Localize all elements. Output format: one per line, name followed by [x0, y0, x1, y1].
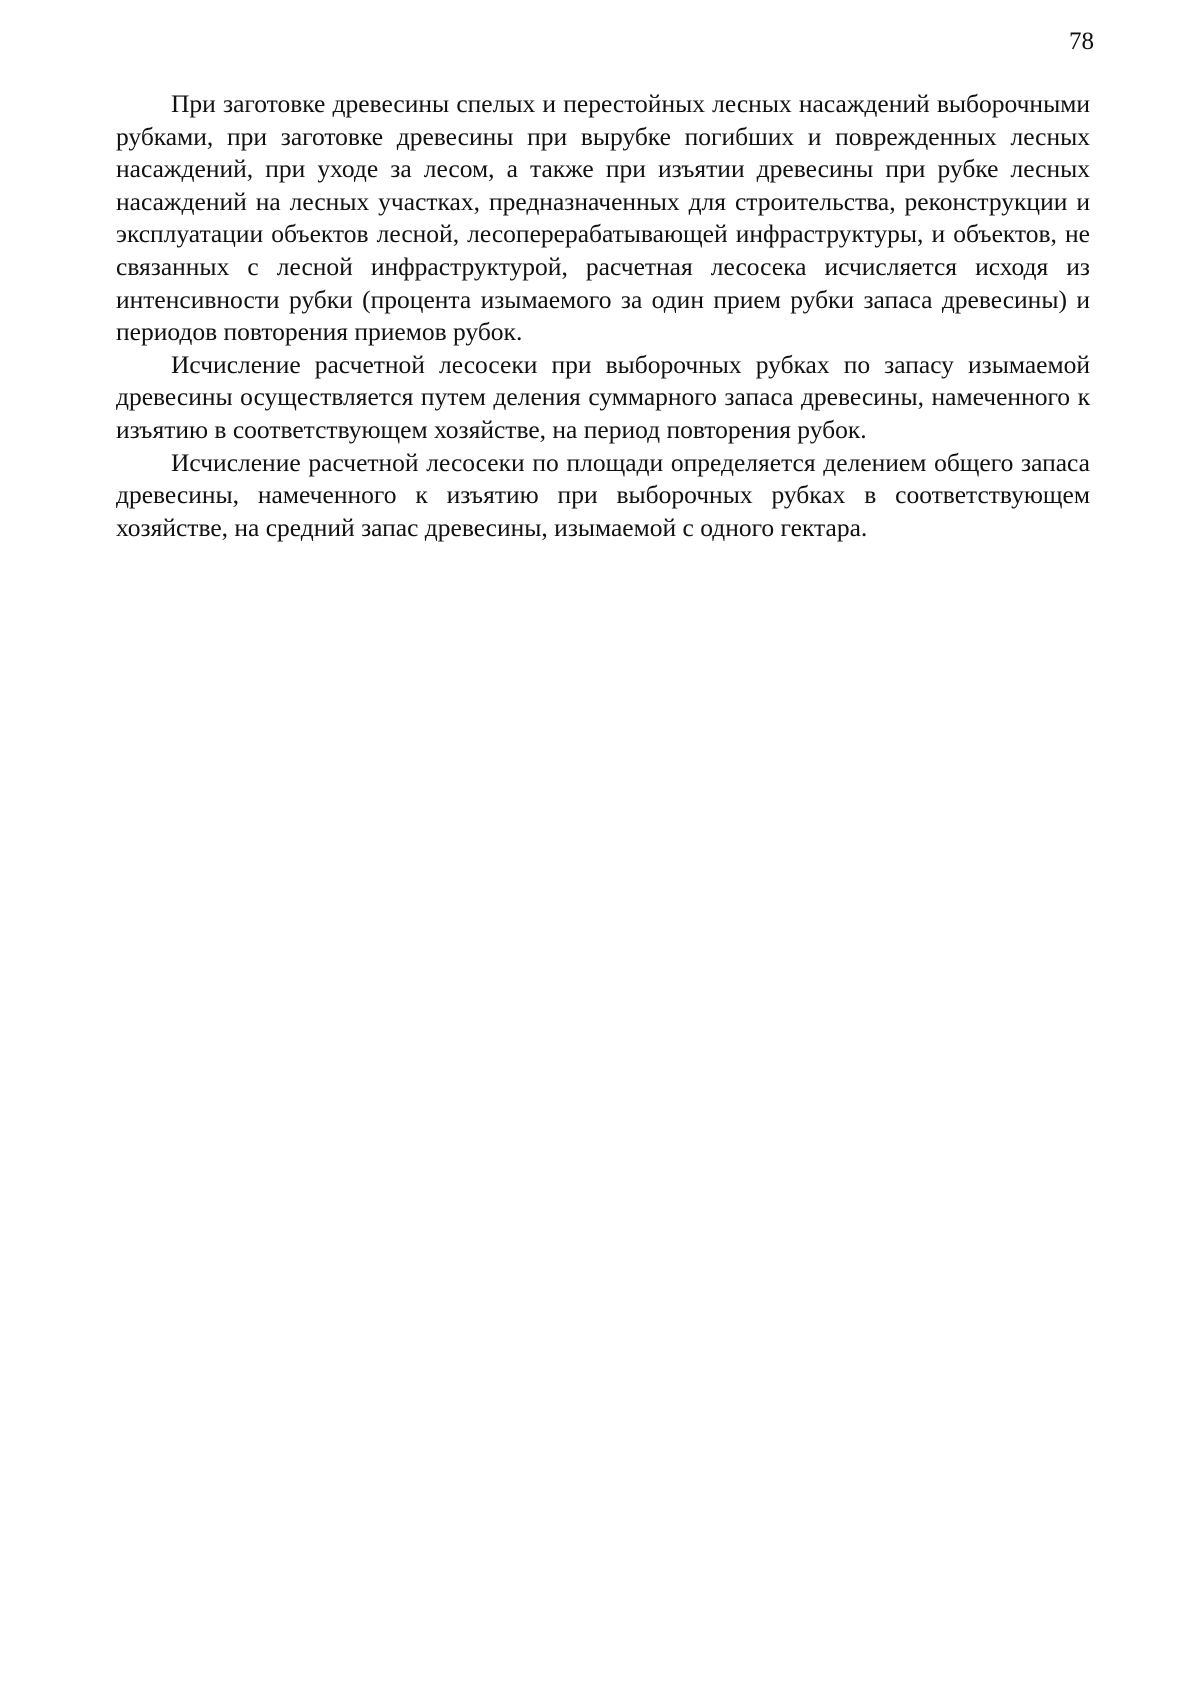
- paragraph-2: Исчисление расчетной лесосеки при выборочных рубках по запасу изымаемой древесины осуществляется путем деления суммарного запаса древесины, намеченного к изъятию в соответствующем хозяйстве, на период повторения рубок.: [116, 349, 1090, 444]
- paragraph-3: Исчисление расчетной лесосеки по площади определяется делением общего запаса древесины, намеченного к изъятию при выборочных рубках в соответствующем хозяйстве, на средний запас древесины, изымаемой с одного гектара.: [116, 447, 1090, 542]
- paragraph-1: При заготовке древесины спелых и перестойных лесных насаждений выборочными рубками, при заготовке древесины при вырубке погибших и поврежденных лесных насаждений, при уходе за лесом, а также при изъятии древесины при рубке лесных насаждений на лесных участках, предназначенных для строительства, реконструкции и эксплуатации объектов лесной, лесоперерабатывающей инфраструктуры, и объектов, не связанных с лесной инфраструктурой, расчетная лесосека исчисляется исходя из интенсивности рубки (процента изымаемого за один прием рубки запаса древесины) и периодов повторения приемов рубок.: [116, 89, 1090, 347]
- body-text: [116, 88, 1090, 544]
- page-number: 78: [1069, 28, 1094, 55]
